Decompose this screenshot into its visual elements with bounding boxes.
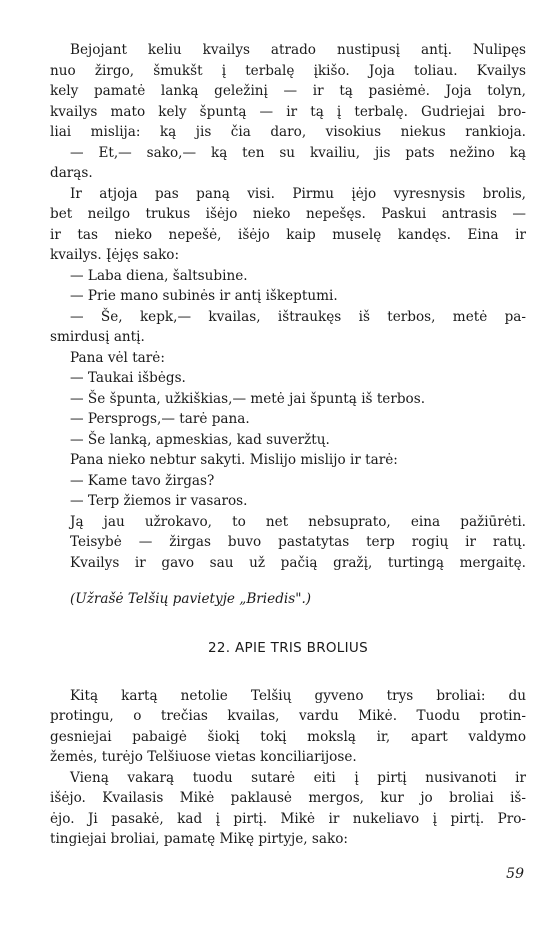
text-line: žemės, turėjo Telšiuose vietas konciliarijose. [50,749,357,765]
text-line: Teisybė — žirgas buvo pastatytas terp rogių ir ratų. [70,534,526,550]
text-line: — Terp žiemos ir vasaros. [70,493,248,509]
text-line: — Še, kepk,— kvailas, ištraukęs iš terbos, metė pa- [70,308,526,325]
text-line: — Taukai išbėgs. [70,370,186,386]
text-line: — Et,— sako,— ką ten su kvailiu, jis pats nežino ką [70,144,526,161]
text-line: Pana nieko nebtur sakyti. Mislijo mislijo ir tarė: [70,452,398,468]
text-line: liai mislija: ką jis čia daro, visokius niekus rankioja. [50,124,526,140]
text-line: tingiejai broliai, pamatę Mikę pirtyje, sako: [50,831,348,847]
book-page [50,40,526,850]
text-line: išėjo. Kvailasis Mikė paklausė mergos, kur jo broliai iš- [50,790,526,806]
story-ending [50,40,526,610]
text-line: — Laba diena, šaltsubine. [70,267,248,284]
text-line: smirdusį antį. [50,329,145,345]
page-number: 59 [506,866,524,882]
text-line: — Še lanką, apmeskias, kad suveržtų. [70,431,330,448]
text-line: — Še špunta, užkiškias,— metė jai špuntą iš terbos. [70,390,426,407]
text-line: Ir atjoja pas paną visi. Pirmu įėjo vyresnysis brolis, [70,185,526,202]
chapter-body [50,686,526,850]
text-line: bet neilgo trukus išėjo nieko nepešęs. Paskui antrasis — [50,206,526,222]
text-line: Pana vėl tarė: [70,349,165,366]
text-line: nuo žirgo, šmukšt į terbalę įkišo. Joja toliau. Kvailys [50,62,526,79]
text-line: Bejojant keliu kvailys atrado nustipusį antį. Nulipęs [70,42,526,58]
text-line: Kvailys ir gavo sau už pačią gražį, turtingą mergaitę. [70,554,526,571]
source-note: (Užrašė Telšių pavietyje „Briedis".) [70,591,312,607]
text-line: protingu, o trečias kvailas, vardu Mikė. Tuodu protin- [50,708,526,724]
text-line: kely pamatė lanką geležinį — ir tą pasiėmė. Joja tolyn, [50,83,526,99]
text-line: kvailys. Įėjęs sako: [50,247,180,263]
text-line: darąs. [50,165,93,181]
text-line: kvailys mato kely špuntą — ir tą į terbalę. Gudriejai bro- [50,103,526,120]
text-line: ėjo. Ji pasakė, kad į pirtį. Mikė ir nukeliavo į pirtį. Pro- [50,810,526,827]
text-line: gesniejai pabaigė šiokį tokį mokslą ir, apart valdymo [50,728,526,745]
text-line: — Prie mano subinės ir antį iškeptumi. [70,288,338,304]
text-line: — Persprogs,— tarė pana. [70,411,250,427]
text-line: Ją jau užrokavo, to net nebsuprato, eina pažiūrėti. [70,513,526,530]
text-line: — Kame tavo žirgas? [70,472,215,489]
text-line: ir tas nieko nepešė, išėjo kaip muselę kandęs. Eina ir [50,226,526,243]
chapter-title: 22. APIE TRIS BROLIUS [208,639,368,656]
text-line: Vieną vakarą tuodu sutarė eiti į pirtį nusivanoti ir [70,769,526,786]
text-line: Kitą kartą netolie Telšių gyveno trys broliai: du [70,687,526,704]
